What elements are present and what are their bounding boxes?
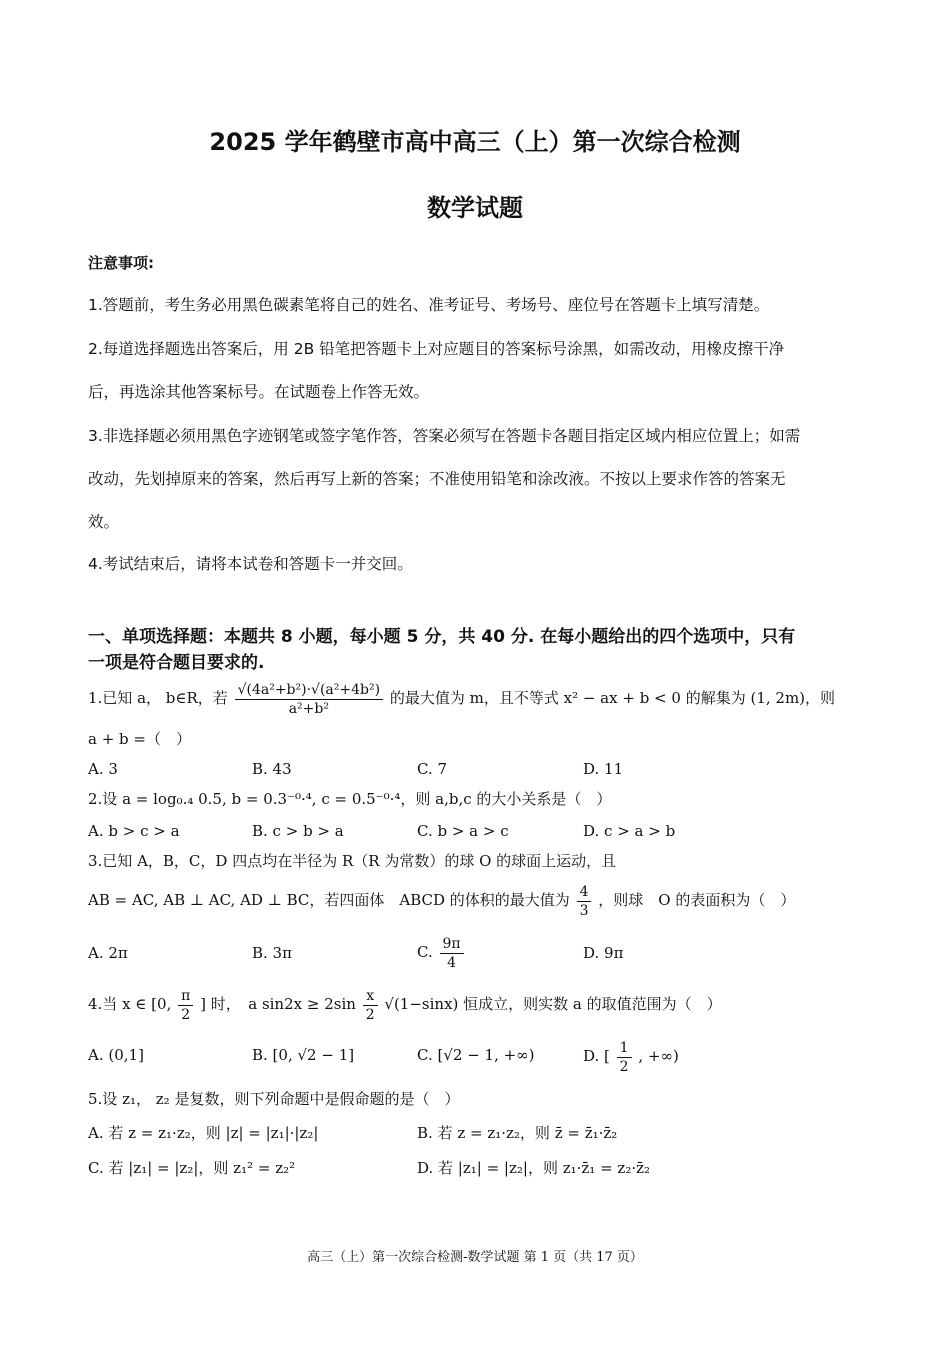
q3-option-c xyxy=(417,930,466,974)
q4-option-c: C. [√2 − 1, +∞) xyxy=(417,1046,535,1064)
q4-option-d-fraction xyxy=(617,1039,632,1076)
q1-middle: 的最大值为 m，且不等式 x² − ax + b < 0 的解集为 (1, 2m)，则 xyxy=(389,689,836,707)
question-3-line-1: 3.已知 A，B，C，D 四点均在半径为 R（R 为常数）的球 O 的球面上运动，且 xyxy=(88,852,617,870)
q5-option-c: C. 若 |z₁| = |z₂|，则 z₁² = z₂² xyxy=(88,1159,296,1177)
section-heading-line-2: 一项是符合题目要求的. xyxy=(88,653,265,673)
q4-option-a: A. (0,1] xyxy=(88,1046,144,1064)
q3-line-2-part-b: ，则球 O 的表面积为（ ） xyxy=(598,891,796,909)
page-footer: 高三（上）第一次综合检测-数学试题 第 1 页（共 17 页） xyxy=(307,1250,643,1265)
q3-option-c-fraction xyxy=(440,935,464,972)
q1-option-a: A. 3 xyxy=(88,760,118,778)
q4-option-d-numerator: 1 xyxy=(617,1039,632,1058)
q2-option-d: D. c > a > b xyxy=(583,822,676,840)
q4-interval-fraction xyxy=(178,987,193,1024)
q4-middle: ] 时， a sin2x ≥ 2sin xyxy=(200,995,356,1013)
notice-item-4: 4.考试结束后，请将本试卷和答题卡一并交回。 xyxy=(88,555,413,573)
q4-option-d-prefix: D. [ xyxy=(583,1047,610,1065)
q3-option-b: B. 3π xyxy=(252,944,292,962)
q4-interval-denominator: 2 xyxy=(181,1006,191,1023)
q5-option-d: D. 若 |z₁| = |z₂|，则 z₁·z̄₁ = z₂·z̄₂ xyxy=(417,1159,651,1177)
q4-prefix: 4.当 x ∈ [0, xyxy=(88,995,172,1013)
q1-option-b: B. 43 xyxy=(252,760,292,778)
q1-prefix: 1.已知 a， b∈R，若 xyxy=(88,689,228,707)
q3-option-a: A. 2π xyxy=(88,944,128,962)
notice-item-3-line-1: 3.非选择题必须用黑色字迹钢笔或签字笔作答，答案必须写在答题卡各题目指定区域内相应位置上；如需 xyxy=(88,427,801,445)
q5-option-b: B. 若 z = z₁·z₂，则 z̄ = z̄₁·z̄₂ xyxy=(417,1124,618,1142)
q3-option-c-label: C. xyxy=(417,943,433,961)
q1-fraction-denominator: a²+b² xyxy=(288,700,329,717)
notice-item-1: 1.答题前，考生务必用黑色碳素笔将自己的姓名、准考证号、考场号、座位号在答题卡上填写清楚。 xyxy=(88,296,770,314)
q2-option-b: B. c > b > a xyxy=(252,822,344,840)
q3-volume-fraction xyxy=(577,883,592,920)
q3-line-2-part-a: AB = AC, AB ⊥ AC, AD ⊥ BC，若四面体 ABCD 的体积的最大值为 xyxy=(88,891,570,909)
q3-fraction-denominator: 3 xyxy=(579,902,589,919)
q4-option-d xyxy=(583,1034,679,1078)
q2-option-a: A. b > c > a xyxy=(88,822,180,840)
question-3-line-2 xyxy=(88,878,868,922)
section-heading-line-1: 一、单项选择题：本题共 8 小题，每小题 5 分，共 40 分. 在每小题给出的四个选项中，只有 xyxy=(88,627,796,647)
question-1-line-1 xyxy=(88,676,868,720)
notice-item-3-line-3: 效。 xyxy=(88,513,120,531)
question-4-stem xyxy=(88,982,868,1026)
notice-item-2-line-2: 后，再选涂其他答案标号。在试题卷上作答无效。 xyxy=(88,383,430,401)
q4-option-d-denominator: 2 xyxy=(619,1058,629,1075)
notice-item-2-line-1: 2.每道选择题选出答案后，用 2B 铅笔把答题卡上对应题目的答案标号涂黑，如需改动，用橡皮擦干净 xyxy=(88,340,785,358)
q1-fraction-numerator: √(4a²+b²)·√(a²+4b²) xyxy=(235,681,383,700)
q3-fraction-numerator: 4 xyxy=(577,883,592,902)
exam-subtitle: 数学试题 xyxy=(427,194,523,222)
q5-option-a: A. 若 z = z₁·z₂，则 |z| = |z₁|·|z₂| xyxy=(88,1124,319,1142)
q4-option-b: B. [0, √2 − 1] xyxy=(252,1046,355,1064)
q4-interval-numerator: π xyxy=(178,987,193,1006)
q4-suffix: √(1−sinx) 恒成立，则实数 a 的取值范围为（ ） xyxy=(384,995,722,1013)
q4-sin-denominator: 2 xyxy=(365,1006,375,1023)
q1-fraction xyxy=(235,681,383,718)
q3-option-c-denominator: 4 xyxy=(447,954,457,971)
question-1-line-2: a + b =（ ） xyxy=(88,730,191,748)
q4-sin-fraction xyxy=(363,987,378,1024)
notice-heading: 注意事项: xyxy=(88,254,154,272)
notice-item-3-line-2: 改动，先划掉原来的答案，然后再写上新的答案；不准使用铅笔和涂改液。不按以上要求作答的答案无 xyxy=(88,470,786,488)
q2-option-c: C. b > a > c xyxy=(417,822,509,840)
question-5-stem: 5.设 z₁， z₂ 是复数，则下列命题中是假命题的是（ ） xyxy=(88,1090,460,1108)
q3-option-c-numerator: 9π xyxy=(440,935,464,954)
q4-option-d-suffix: , +∞) xyxy=(638,1047,679,1065)
exam-title: 2025 学年鹤壁市高中高三（上）第一次综合检测 xyxy=(209,128,741,156)
q1-option-d: D. 11 xyxy=(583,760,624,778)
q3-option-d: D. 9π xyxy=(583,944,624,962)
question-2-stem: 2.设 a = log₀.₄ 0.5, b = 0.3⁻⁰·⁴, c = 0.5⁻⁰·⁴，则 a,b,c 的大小关系是（ ） xyxy=(88,790,612,808)
q4-sin-numerator: x xyxy=(363,987,378,1006)
q1-option-c: C. 7 xyxy=(417,760,448,778)
